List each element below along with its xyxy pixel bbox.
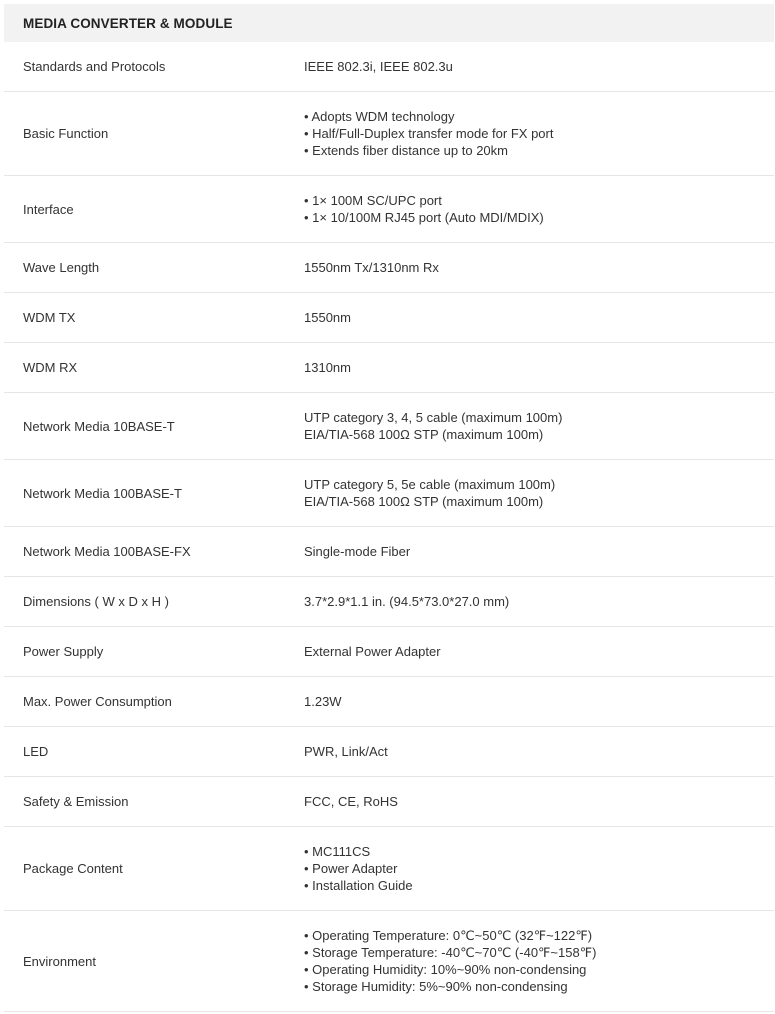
spec-value-line: External Power Adapter	[304, 644, 441, 659]
spec-value-line: 3.7*2.9*1.1 in. (94.5*73.0*27.0 mm)	[304, 594, 510, 609]
spec-value	[304, 259, 774, 276]
spec-label: Interface	[23, 201, 74, 217]
spec-value	[304, 843, 774, 894]
spec-row	[4, 92, 774, 176]
spec-value-line: UTP category 5, 5e cable (maximum 100m)	[304, 477, 556, 492]
spec-label: WDM TX	[23, 310, 76, 325]
spec-value-line: • Storage Humidity: 5%~90% non-condensing	[304, 979, 568, 994]
spec-label: Standards and Protocols	[23, 59, 166, 74]
spec-value-line: 1550nm Tx/1310nm Rx	[304, 260, 439, 275]
section-header	[4, 4, 774, 42]
spec-label: WDM RX	[23, 360, 78, 375]
spec-value-line: • Half/Full-Duplex transfer mode for FX port	[304, 126, 554, 141]
spec-label: Dimensions ( W x D x H )	[23, 594, 169, 609]
spec-value-line: • 1× 10/100M RJ45 port (Auto MDI/MDIX)	[304, 210, 544, 225]
spec-value	[304, 58, 774, 75]
spec-label: Network Media 10BASE-T	[23, 418, 175, 434]
spec-row	[4, 176, 774, 243]
spec-value	[304, 108, 774, 159]
spec-value-line: FCC, CE, RoHS	[304, 794, 398, 809]
spec-value	[304, 476, 774, 510]
spec-value	[304, 643, 774, 660]
spec-value-line: • Power Adapter	[304, 861, 398, 876]
spec-value-line: • Installation Guide	[304, 878, 413, 893]
spec-value-line: 1550nm	[304, 310, 351, 325]
spec-row	[4, 627, 774, 677]
spec-label: Network Media 100BASE-FX	[23, 544, 191, 559]
spec-value-line: UTP category 3, 4, 5 cable (maximum 100m)	[304, 410, 563, 425]
spec-value-line: • Extends fiber distance up to 20km	[304, 143, 508, 158]
spec-label: Wave Length	[23, 260, 100, 275]
spec-label: Environment	[23, 953, 96, 969]
spec-row	[4, 577, 774, 627]
spec-label: Safety & Emission	[23, 794, 129, 809]
spec-rows	[4, 42, 774, 1012]
spec-value-line: • 1× 100M SC/UPC port	[304, 193, 442, 208]
spec-value	[304, 192, 774, 226]
spec-value	[304, 743, 774, 760]
spec-row	[4, 677, 774, 727]
spec-table	[4, 4, 774, 1012]
spec-value	[304, 309, 774, 326]
spec-row	[4, 527, 774, 577]
spec-value-line: • Storage Temperature: -40℃~70℃ (-40℉~158℉)	[304, 945, 597, 960]
spec-row	[4, 42, 774, 92]
spec-value-line: • Adopts WDM technology	[304, 109, 455, 124]
spec-row	[4, 393, 774, 460]
spec-value-line: • Operating Temperature: 0℃~50℃ (32℉~122℉)	[304, 928, 593, 943]
spec-row	[4, 343, 774, 393]
spec-value	[304, 793, 774, 810]
spec-value-line: Single-mode Fiber	[304, 544, 411, 559]
spec-row	[4, 827, 774, 911]
spec-row	[4, 243, 774, 293]
spec-value-line: EIA/TIA-568 100Ω STP (maximum 100m)	[304, 494, 544, 509]
spec-value-line: 1.23W	[304, 694, 342, 709]
spec-row	[4, 911, 774, 1012]
spec-label: LED	[23, 744, 49, 759]
spec-label: Power Supply	[23, 644, 104, 659]
spec-value-line: IEEE 802.3i, IEEE 802.3u	[304, 59, 453, 74]
spec-value-line: • MC111CS	[304, 844, 371, 859]
spec-row	[4, 460, 774, 527]
spec-value-line: • Operating Humidity: 10%~90% non-condensing	[304, 962, 587, 977]
spec-value	[304, 927, 774, 995]
spec-label: Basic Function	[23, 126, 109, 141]
spec-label: Max. Power Consumption	[23, 694, 172, 709]
spec-value	[304, 693, 774, 710]
spec-row	[4, 293, 774, 343]
spec-label: Package Content	[23, 861, 123, 876]
spec-row	[4, 777, 774, 827]
spec-value	[304, 409, 774, 443]
spec-value-line: PWR, Link/Act	[304, 744, 388, 759]
spec-label: Network Media 100BASE-T	[23, 485, 182, 501]
spec-value	[304, 543, 774, 560]
spec-value	[304, 359, 774, 376]
section-title: MEDIA CONVERTER & MODULE	[23, 15, 233, 31]
spec-value-line: EIA/TIA-568 100Ω STP (maximum 100m)	[304, 427, 544, 442]
spec-row	[4, 727, 774, 777]
spec-value-line: 1310nm	[304, 360, 351, 375]
spec-value	[304, 593, 774, 610]
